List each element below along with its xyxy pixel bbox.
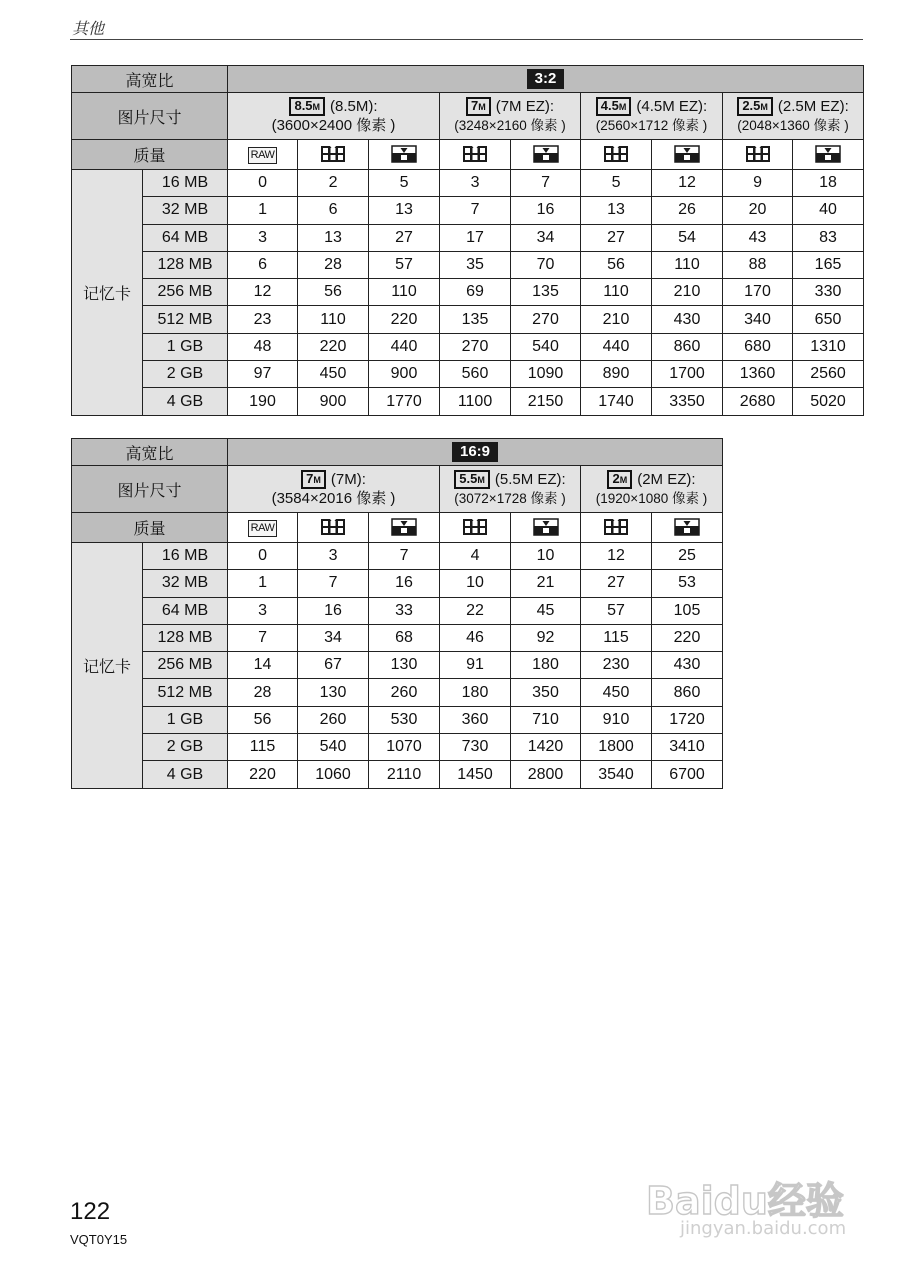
aspect-value (228, 439, 723, 466)
table-cell: 16 (369, 570, 440, 597)
table-cell: 25 (652, 543, 723, 570)
table-cell: 115 (228, 734, 298, 761)
table-cell: 270 (440, 333, 511, 360)
size-pixels: (2560×1712 像素 ) (595, 118, 708, 133)
table-cell: 0 (228, 170, 298, 197)
table-cell: 2110 (369, 761, 440, 788)
size-megapixels: (7M EZ): (495, 98, 555, 115)
aspect-label: 高宽比 (72, 439, 228, 466)
quality-fine-cell (581, 513, 652, 543)
table-cell: 350 (511, 679, 581, 706)
capacity-label: 64 MB (143, 597, 228, 624)
table-cell: 34 (511, 224, 581, 251)
table-cell: 56 (298, 279, 369, 306)
table-row (72, 597, 723, 624)
table-cell: 330 (793, 279, 864, 306)
quality-standard-cell (793, 140, 864, 170)
fine-quality-icon (603, 518, 629, 536)
table-cell: 67 (298, 652, 369, 679)
table-cell: 40 (793, 197, 864, 224)
picture-size-unit: M (619, 475, 628, 485)
watermark-url: jingyan.baidu.com (680, 1218, 847, 1239)
memory-card-label: 记忆卡 (72, 170, 143, 416)
table-cell: 7 (511, 170, 581, 197)
table-cell: 3540 (581, 761, 652, 788)
table-cell: 17 (440, 224, 511, 251)
raw-icon: RAW (248, 147, 278, 164)
quality-fine-cell (723, 140, 793, 170)
table-cell: 5 (581, 170, 652, 197)
table-row (72, 624, 723, 651)
quality-fine-cell (440, 140, 511, 170)
capacity-label: 128 MB (143, 251, 228, 278)
table-cell: 430 (652, 306, 723, 333)
table-cell: 135 (511, 279, 581, 306)
table-cell: 860 (652, 679, 723, 706)
table-cell: 130 (369, 652, 440, 679)
table-cell: 1700 (652, 361, 723, 388)
picture-size-unit: M (312, 102, 321, 112)
watermark (640, 1150, 870, 1260)
quality-fine-cell (581, 140, 652, 170)
aspect-label: 高宽比 (72, 66, 228, 93)
table-cell: 3410 (652, 734, 723, 761)
size-header (581, 466, 723, 513)
table-cell: 56 (228, 706, 298, 733)
table-cell: 1100 (440, 388, 511, 415)
size-title (581, 97, 722, 116)
table-row (72, 306, 864, 333)
table-cell: 7 (298, 570, 369, 597)
quality-row (72, 513, 723, 543)
capacity-label: 256 MB (143, 652, 228, 679)
capacity-label: 1 GB (143, 706, 228, 733)
table-cell: 68 (369, 624, 440, 651)
table-cell: 46 (440, 624, 511, 651)
table-cell: 83 (793, 224, 864, 251)
fine-quality-icon (745, 145, 771, 163)
table-cell: 900 (298, 388, 369, 415)
table-cell: 48 (228, 333, 298, 360)
quality-row (72, 140, 864, 170)
table-cell: 35 (440, 251, 511, 278)
model-code: VQT0Y15 (70, 1232, 128, 1247)
table-cell: 1800 (581, 734, 652, 761)
size-title (228, 470, 439, 489)
quality-raw-cell (228, 513, 298, 543)
table-cell: 56 (581, 251, 652, 278)
table-cell: 1740 (581, 388, 652, 415)
size-header (440, 93, 581, 140)
quality-standard-cell (652, 140, 723, 170)
table-cell: 190 (228, 388, 298, 415)
table-cell: 260 (369, 679, 440, 706)
picture-size-unit: M (477, 475, 485, 485)
size-row (72, 93, 864, 140)
table-cell: 900 (369, 361, 440, 388)
picture-size-unit: M (478, 102, 486, 112)
table-cell: 110 (581, 279, 652, 306)
table-cell: 20 (723, 197, 793, 224)
table-cell: 340 (723, 306, 793, 333)
capacity-label: 4 GB (143, 388, 228, 415)
capacity-label: 512 MB (143, 679, 228, 706)
table-cell: 97 (228, 361, 298, 388)
table-cell: 21 (511, 570, 581, 597)
top-rule (70, 39, 863, 40)
fine-quality-icon (603, 145, 629, 163)
table-cell: 1070 (369, 734, 440, 761)
table-cell: 4 (440, 543, 511, 570)
quality-fine-cell (440, 513, 511, 543)
table-cell: 18 (793, 170, 864, 197)
table-row (72, 706, 723, 733)
size-megapixels: (5.5M EZ): (494, 471, 566, 488)
table-cell: 910 (581, 706, 652, 733)
picture-size-icon (596, 97, 632, 116)
table-cell: 430 (652, 652, 723, 679)
picture-size-icon (454, 470, 490, 489)
table-cell: 1060 (298, 761, 369, 788)
table-cell: 9 (723, 170, 793, 197)
quality-fine-cell (298, 140, 369, 170)
table-cell: 450 (581, 679, 652, 706)
capacity-label: 512 MB (143, 306, 228, 333)
table-cell: 13 (581, 197, 652, 224)
table-cell: 3 (298, 543, 369, 570)
table-cell: 53 (652, 570, 723, 597)
table-cell: 440 (581, 333, 652, 360)
table-cell: 135 (440, 306, 511, 333)
table-cell: 105 (652, 597, 723, 624)
standard-quality-icon (391, 145, 417, 163)
fine-quality-icon (462, 145, 488, 163)
fine-quality-icon (320, 518, 346, 536)
size-label: 图片尺寸 (72, 93, 228, 140)
table-cell: 10 (440, 570, 511, 597)
ratio-badge: 3:2 (527, 69, 565, 89)
table-cell: 170 (723, 279, 793, 306)
table-cell: 91 (440, 652, 511, 679)
table-cell: 110 (369, 279, 440, 306)
table-row (72, 251, 864, 278)
size-megapixels: (4.5M EZ): (636, 98, 708, 115)
size-megapixels: (8.5M): (330, 98, 378, 115)
table-cell: 115 (581, 624, 652, 651)
aspect-row (72, 439, 723, 466)
table-cell: 54 (652, 224, 723, 251)
table-cell: 34 (298, 624, 369, 651)
picture-size-unit: M (760, 102, 768, 112)
table-cell: 5 (369, 170, 440, 197)
table-cell: 10 (511, 543, 581, 570)
table-cell: 16 (298, 597, 369, 624)
size-title (723, 97, 863, 116)
table-cell: 210 (652, 279, 723, 306)
table-cell: 360 (440, 706, 511, 733)
picture-size-icon (607, 470, 632, 489)
aspect-value (228, 66, 864, 93)
capacity-label: 128 MB (143, 624, 228, 651)
standard-quality-icon (674, 518, 700, 536)
table-row (72, 734, 723, 761)
table-cell: 70 (511, 251, 581, 278)
picture-size-icon (289, 97, 325, 116)
table-row (72, 388, 864, 415)
table-cell: 33 (369, 597, 440, 624)
table-row (72, 761, 723, 788)
picture-size-number: 2 (612, 471, 620, 486)
standard-quality-icon (533, 145, 559, 163)
size-row (72, 466, 723, 513)
size-header (228, 466, 440, 513)
table-cell: 6 (228, 251, 298, 278)
table-cell: 1 (228, 570, 298, 597)
table-cell: 1420 (511, 734, 581, 761)
table-cell: 530 (369, 706, 440, 733)
standard-quality-icon (533, 518, 559, 536)
capacity-label: 64 MB (143, 224, 228, 251)
quality-standard-cell (511, 513, 581, 543)
picture-size-number: 8.5 (294, 98, 313, 113)
table-cell: 1450 (440, 761, 511, 788)
table-cell: 260 (298, 706, 369, 733)
size-pixels: (1920×1080 像素 ) (595, 491, 708, 506)
table-cell: 540 (298, 734, 369, 761)
size-title (440, 470, 580, 489)
capacity-label: 32 MB (143, 570, 228, 597)
standard-quality-icon (815, 145, 841, 163)
table-cell: 7 (228, 624, 298, 651)
table-cell: 220 (369, 306, 440, 333)
table-cell: 1 (228, 197, 298, 224)
quality-standard-cell (652, 513, 723, 543)
table-cell: 23 (228, 306, 298, 333)
table-cell: 730 (440, 734, 511, 761)
picture-size-number: 5.5 (459, 471, 478, 486)
size-header (440, 466, 581, 513)
table-cell: 230 (581, 652, 652, 679)
table-cell: 92 (511, 624, 581, 651)
table-cell: 270 (511, 306, 581, 333)
table-cell: 1770 (369, 388, 440, 415)
quality-fine-cell (298, 513, 369, 543)
size-header (228, 93, 440, 140)
table-cell: 13 (369, 197, 440, 224)
size-pixels: (3072×1728 像素 ) (454, 491, 566, 506)
table-cell: 450 (298, 361, 369, 388)
size-title (581, 470, 722, 489)
table-row (72, 224, 864, 251)
table-cell: 220 (652, 624, 723, 651)
table-cell: 12 (228, 279, 298, 306)
capacity-label: 16 MB (143, 170, 228, 197)
table-cell: 650 (793, 306, 864, 333)
table-cell: 710 (511, 706, 581, 733)
table-cell: 1720 (652, 706, 723, 733)
capacity-label: 16 MB (143, 543, 228, 570)
capacity-table-16-9 (71, 438, 723, 789)
table-cell: 6 (298, 197, 369, 224)
quality-standard-cell (369, 140, 440, 170)
picture-size-unit: M (618, 102, 627, 112)
table-cell: 2680 (723, 388, 793, 415)
table-cell: 28 (298, 251, 369, 278)
size-header (723, 93, 864, 140)
size-title (228, 97, 439, 116)
table-row (72, 543, 723, 570)
capacity-label: 256 MB (143, 279, 228, 306)
table-cell: 6700 (652, 761, 723, 788)
table-cell: 210 (581, 306, 652, 333)
table-row (72, 197, 864, 224)
table-cell: 2 (298, 170, 369, 197)
table-cell: 69 (440, 279, 511, 306)
ratio-badge: 16:9 (452, 442, 498, 462)
table-cell: 28 (228, 679, 298, 706)
table-cell: 12 (652, 170, 723, 197)
table-cell: 540 (511, 333, 581, 360)
size-megapixels: (7M): (330, 471, 366, 488)
table-cell: 27 (369, 224, 440, 251)
table-cell: 2560 (793, 361, 864, 388)
table-cell: 890 (581, 361, 652, 388)
capacity-label: 2 GB (143, 361, 228, 388)
size-pixels: (3584×2016 像素 ) (271, 490, 396, 507)
table-cell: 7 (440, 197, 511, 224)
table-cell: 27 (581, 570, 652, 597)
size-header (581, 93, 723, 140)
table-cell: 7 (369, 543, 440, 570)
table-cell: 220 (228, 761, 298, 788)
picture-size-number: 7 (306, 471, 314, 486)
table-cell: 180 (511, 652, 581, 679)
picture-size-number: 7 (470, 98, 479, 113)
section-title: 其他 (72, 21, 105, 38)
table-cell: 860 (652, 333, 723, 360)
table-cell: 110 (298, 306, 369, 333)
size-pixels: (2048×1360 像素 ) (737, 118, 849, 133)
picture-size-icon (737, 97, 773, 116)
table-cell: 3350 (652, 388, 723, 415)
table-cell: 680 (723, 333, 793, 360)
quality-label: 质量 (72, 140, 228, 170)
table-cell: 2800 (511, 761, 581, 788)
size-label: 图片尺寸 (72, 466, 228, 513)
table-cell: 57 (581, 597, 652, 624)
capacity-table-3-2 (71, 65, 864, 416)
table-cell: 22 (440, 597, 511, 624)
table-cell: 180 (440, 679, 511, 706)
table-cell: 12 (581, 543, 652, 570)
table-cell: 16 (511, 197, 581, 224)
table-cell: 3 (440, 170, 511, 197)
capacity-label: 4 GB (143, 761, 228, 788)
table-cell: 560 (440, 361, 511, 388)
table-row (72, 361, 864, 388)
table-row (72, 170, 864, 197)
capacity-label: 2 GB (143, 734, 228, 761)
picture-size-icon (466, 97, 491, 116)
table-cell: 0 (228, 543, 298, 570)
table-cell: 14 (228, 652, 298, 679)
table-row (72, 679, 723, 706)
quality-standard-cell (511, 140, 581, 170)
table-cell: 26 (652, 197, 723, 224)
quality-label: 质量 (72, 513, 228, 543)
size-megapixels: (2M EZ): (637, 471, 696, 488)
page-number: 122 (70, 1198, 111, 1225)
picture-size-icon (301, 470, 326, 489)
table-cell: 440 (369, 333, 440, 360)
table-cell: 13 (298, 224, 369, 251)
table-cell: 110 (652, 251, 723, 278)
fine-quality-icon (462, 518, 488, 536)
table-cell: 3 (228, 597, 298, 624)
aspect-row (72, 66, 864, 93)
table-cell: 45 (511, 597, 581, 624)
table-row (72, 652, 723, 679)
quality-standard-cell (369, 513, 440, 543)
table-row (72, 279, 864, 306)
table-cell: 5020 (793, 388, 864, 415)
picture-size-number: 4.5 (600, 98, 619, 113)
memory-card-label: 记忆卡 (72, 543, 143, 789)
table-cell: 1310 (793, 333, 864, 360)
table-cell: 220 (298, 333, 369, 360)
table-row (72, 570, 723, 597)
picture-size-unit: M (313, 475, 321, 485)
table-cell: 3 (228, 224, 298, 251)
table-row (72, 333, 864, 360)
raw-icon: RAW (248, 520, 278, 537)
size-pixels: (3600×2400 像素 ) (271, 117, 396, 134)
table-cell: 88 (723, 251, 793, 278)
capacity-label: 32 MB (143, 197, 228, 224)
size-megapixels: (2.5M EZ): (777, 98, 849, 115)
standard-quality-icon (391, 518, 417, 536)
quality-raw-cell (228, 140, 298, 170)
table-cell: 27 (581, 224, 652, 251)
picture-size-number: 2.5 (742, 98, 761, 113)
table-cell: 165 (793, 251, 864, 278)
fine-quality-icon (320, 145, 346, 163)
table-cell: 2150 (511, 388, 581, 415)
capacity-label: 1 GB (143, 333, 228, 360)
table-cell: 130 (298, 679, 369, 706)
size-pixels: (3248×2160 像素 ) (454, 118, 566, 133)
table-cell: 57 (369, 251, 440, 278)
table-cell: 1090 (511, 361, 581, 388)
size-title (440, 97, 580, 116)
table-cell: 1360 (723, 361, 793, 388)
standard-quality-icon (674, 145, 700, 163)
table-cell: 43 (723, 224, 793, 251)
watermark-brand: Baidu经验 (646, 1179, 844, 1223)
